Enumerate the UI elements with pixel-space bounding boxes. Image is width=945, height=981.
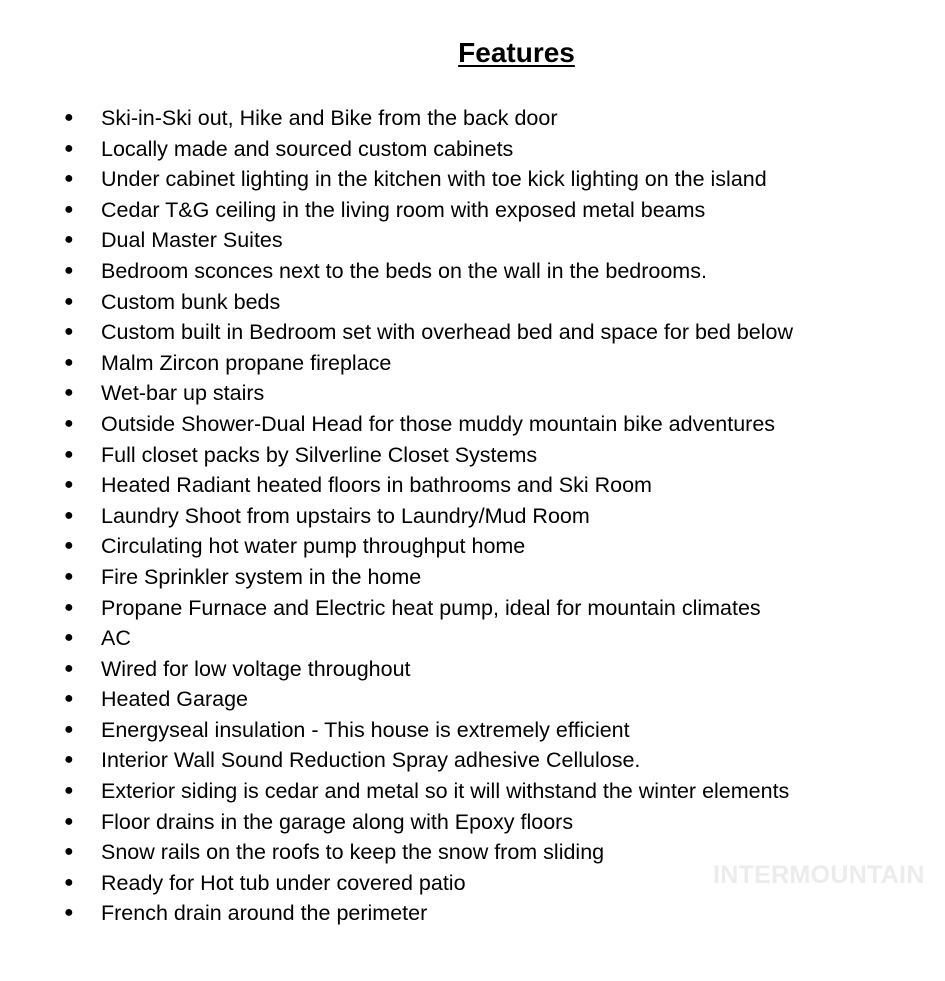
bullet-icon: ● (64, 843, 74, 861)
bullet-icon: ● (64, 904, 74, 922)
feature-text: Ski-in-Ski out, Hike and Bike from the back door (101, 106, 558, 130)
bullet-icon: ● (64, 598, 74, 616)
feature-text: Exterior siding is cedar and metal so it will withstand the winter elements (101, 779, 790, 804)
page-title: Features (458, 37, 575, 68)
feature-text: Dual Master Suites (101, 228, 283, 253)
feature-text: Energyseal insulation - This house is extremely efficient (101, 717, 630, 742)
feature-text: Bedroom sconces next to the beds on the wall in the bedrooms. (101, 258, 707, 283)
bullet-icon: ● (64, 170, 74, 188)
feature-text: Heated Radiant heated floors in bathrooms and Ski Room (101, 473, 652, 498)
bullet-icon: ● (64, 751, 74, 769)
bullet-icon: ● (64, 782, 74, 800)
feature-text: Full closet packs by Silverline Closet Systems (101, 442, 538, 467)
feature-text: Locally made and sourced custom cabinets (101, 136, 514, 161)
feature-text: Propane Furnace and Electric heat pump, ideal for mountain climates (101, 595, 761, 620)
bullet-icon: ● (64, 323, 74, 341)
feature-text: Wet-bar up stairs (101, 381, 265, 406)
bullet-icon: ● (64, 629, 74, 647)
bullet-icon: ● (64, 720, 74, 738)
feature-text: Wired for low voltage throughout (101, 656, 411, 681)
bullet-icon: ● (64, 690, 74, 708)
watermark: INTERMOUNTAIN (713, 861, 925, 889)
bullet-icon: ● (64, 261, 74, 279)
feature-text: Outside Shower-Dual Head for those muddy mountain bike adventures (101, 411, 776, 436)
feature-text: Custom bunk beds (101, 289, 281, 314)
feature-text: Laundry Shoot from upstairs to Laundry/Mud Room (101, 503, 590, 528)
bullet-icon: ● (64, 659, 74, 677)
bullet-icon: ● (64, 292, 74, 310)
bullet-icon: ● (64, 873, 74, 891)
bullet-icon: ● (64, 200, 74, 218)
bullet-icon: ● (64, 537, 74, 555)
bullet-icon: ● (64, 139, 74, 157)
feature-text: French drain around the perimeter (101, 901, 428, 926)
feature-text: Floor drains in the garage along with Epoxy floors (101, 809, 574, 834)
feature-text: Interior Wall Sound Reduction Spray adhesive Cellulose. (101, 748, 641, 773)
bullet-icon: ● (64, 414, 74, 432)
bullet-icon: ● (64, 353, 74, 371)
feature-text: Heated Garage (101, 687, 249, 712)
bullet-icon: ● (64, 109, 74, 126)
bullet-icon: ● (64, 384, 74, 402)
feature-text: Circulating hot water pump throughput home (101, 534, 526, 559)
feature-text: AC (101, 626, 131, 651)
bullet-icon: ● (64, 445, 74, 463)
bullet-icon: ● (64, 567, 74, 585)
bullet-icon: ● (64, 231, 74, 249)
feature-text: Snow rails on the roofs to keep the snow from sliding (101, 840, 605, 865)
bullet-icon: ● (64, 476, 74, 494)
bullet-icon: ● (64, 812, 74, 830)
feature-text: Fire Sprinkler system in the home (101, 564, 422, 589)
feature-text: Under cabinet lighting in the kitchen with toe kick lighting on the island (101, 167, 767, 192)
bullet-icon: ● (64, 506, 74, 524)
feature-text: Custom built in Bedroom set with overhead bed and space for bed below (101, 320, 793, 345)
feature-text: Cedar T&G ceiling in the living room with exposed metal beams (101, 197, 706, 222)
feature-text: Ready for Hot tub under covered patio (101, 870, 466, 895)
feature-text: Malm Zircon propane fireplace (101, 350, 392, 375)
